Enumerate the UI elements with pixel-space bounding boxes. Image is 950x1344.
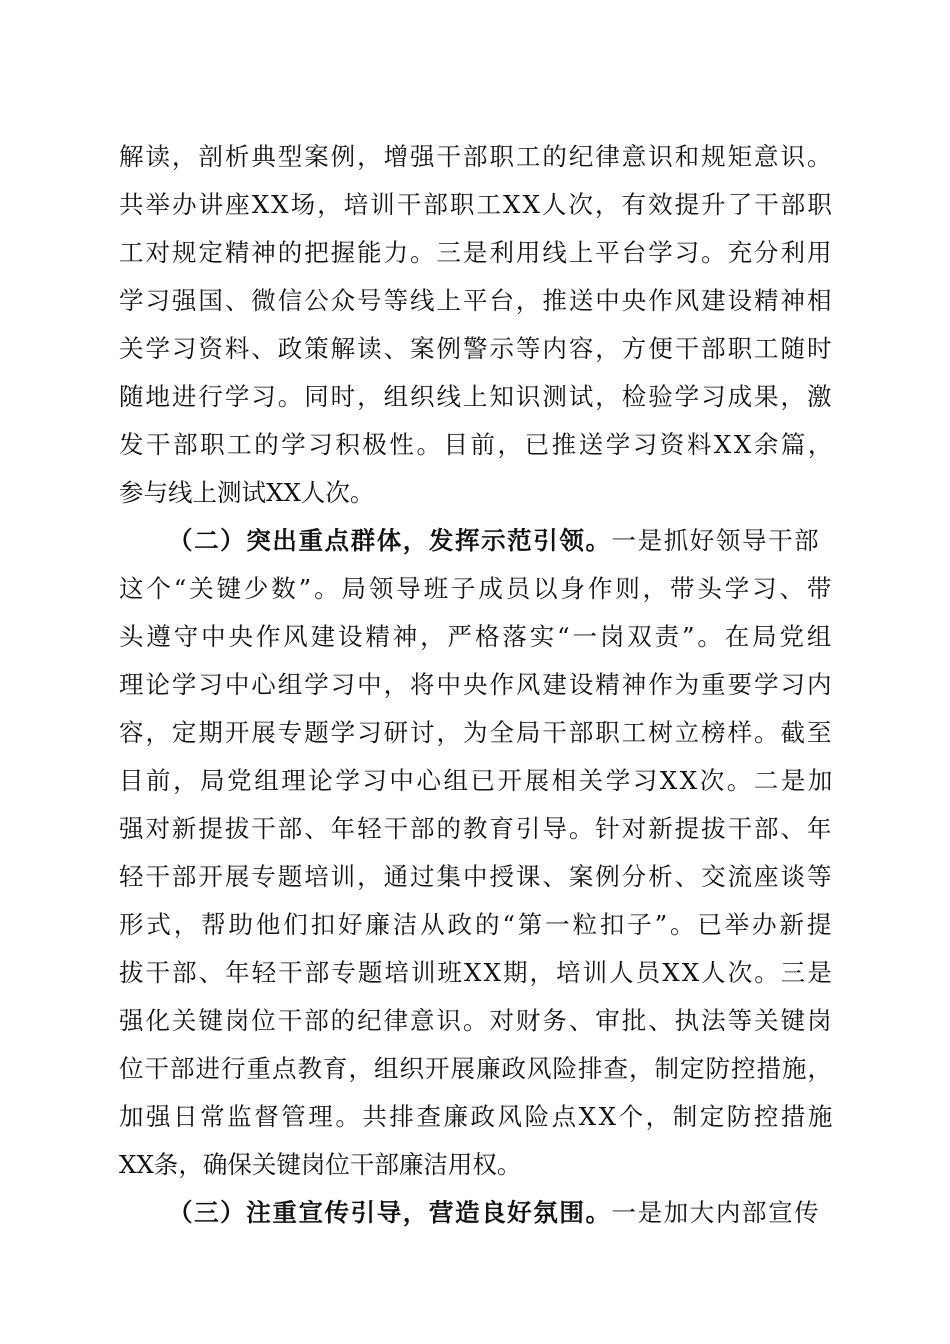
para2-line-10: 拔干部、年轻干部专题培训班XX期，培训人员XX人次。三是 [119,958,834,987]
para2-line-13: 加强日常监督管理。共排查廉政风险点XX个，制定防控措施 [119,1102,835,1131]
para2-line-3: 头遵守中央作风建设精神，严格落实“一岗双责”。在局党组 [119,622,835,651]
para1-line-3: 工对规定精神的把握能力。三是利用线上平台学习。充分利用 [119,238,834,267]
para2-line-12: 位干部进行重点教育，组织开展廉政风险排查，制定防控措施， [119,1054,833,1083]
para2-line-2: 这个“关键少数”。局领导班子成员以身作则，带头学习、带 [119,574,835,603]
para2-line-7: 强对新提拔干部、年轻干部的教育引导。针对新提拔干部、年 [119,814,834,843]
para2-line-4: 理论学习中心组学习中，将中央作风建设精神作为重要学习内 [119,670,834,699]
para2-line-6: 目前，局党组理论学习中心组已开展相关学习XX次。二是加 [119,766,835,795]
para1-line-6: 随地进行学习。同时，组织线上知识测试，检验学习成果，激 [119,382,834,411]
para2-line-5: 容，定期开展专题学习研讨，为全局干部职工树立榜样。截至 [119,718,834,747]
para1-line-1: 解读，剖析典型案例，增强干部职工的纪律意识和规矩意识。 [119,142,834,171]
para2-line-11: 强化关键岗位干部的纪律意识。对财务、审批、执法等关键岗 [119,1006,834,1035]
para1-line-4: 学习强国、微信公众号等线上平台，推送中央作风建设精神相 [119,286,834,315]
para2-first-line [168,524,820,558]
para1-line-2: 共举办讲座XX场，培训干部职工XX人次，有效提升了干部职 [119,190,834,219]
para3-first-line [168,1196,820,1230]
para1-line-8: 参与线上测试XX人次。 [119,478,375,507]
para3-heading: （三）注重宣传引导，营造良好氛围。 [168,1198,612,1227]
para1-line-5: 关学习资料、政策解读、案例警示等内容，方便干部职工随时 [119,334,834,363]
para2-line-9: 形式，帮助他们扣好廉洁从政的“第一粒扣子”。已举办新提 [119,910,835,939]
para1-line-7: 发干部职工的学习积极性。目前，已推送学习资料XX余篇， [119,430,835,459]
para2-line-8: 轻干部开展专题培训，通过集中授课、案例分析、交流座谈等 [119,862,834,891]
para2-first-line-rest: 一是抓好领导干部 [611,526,821,555]
para2-line-14: XX条，确保关键岗位干部廉洁用权。 [119,1150,522,1179]
para3-first-line-rest: 一是加大内部宣传 [611,1198,821,1227]
para2-heading: （二）突出重点群体，发挥示范引领。 [168,526,612,555]
